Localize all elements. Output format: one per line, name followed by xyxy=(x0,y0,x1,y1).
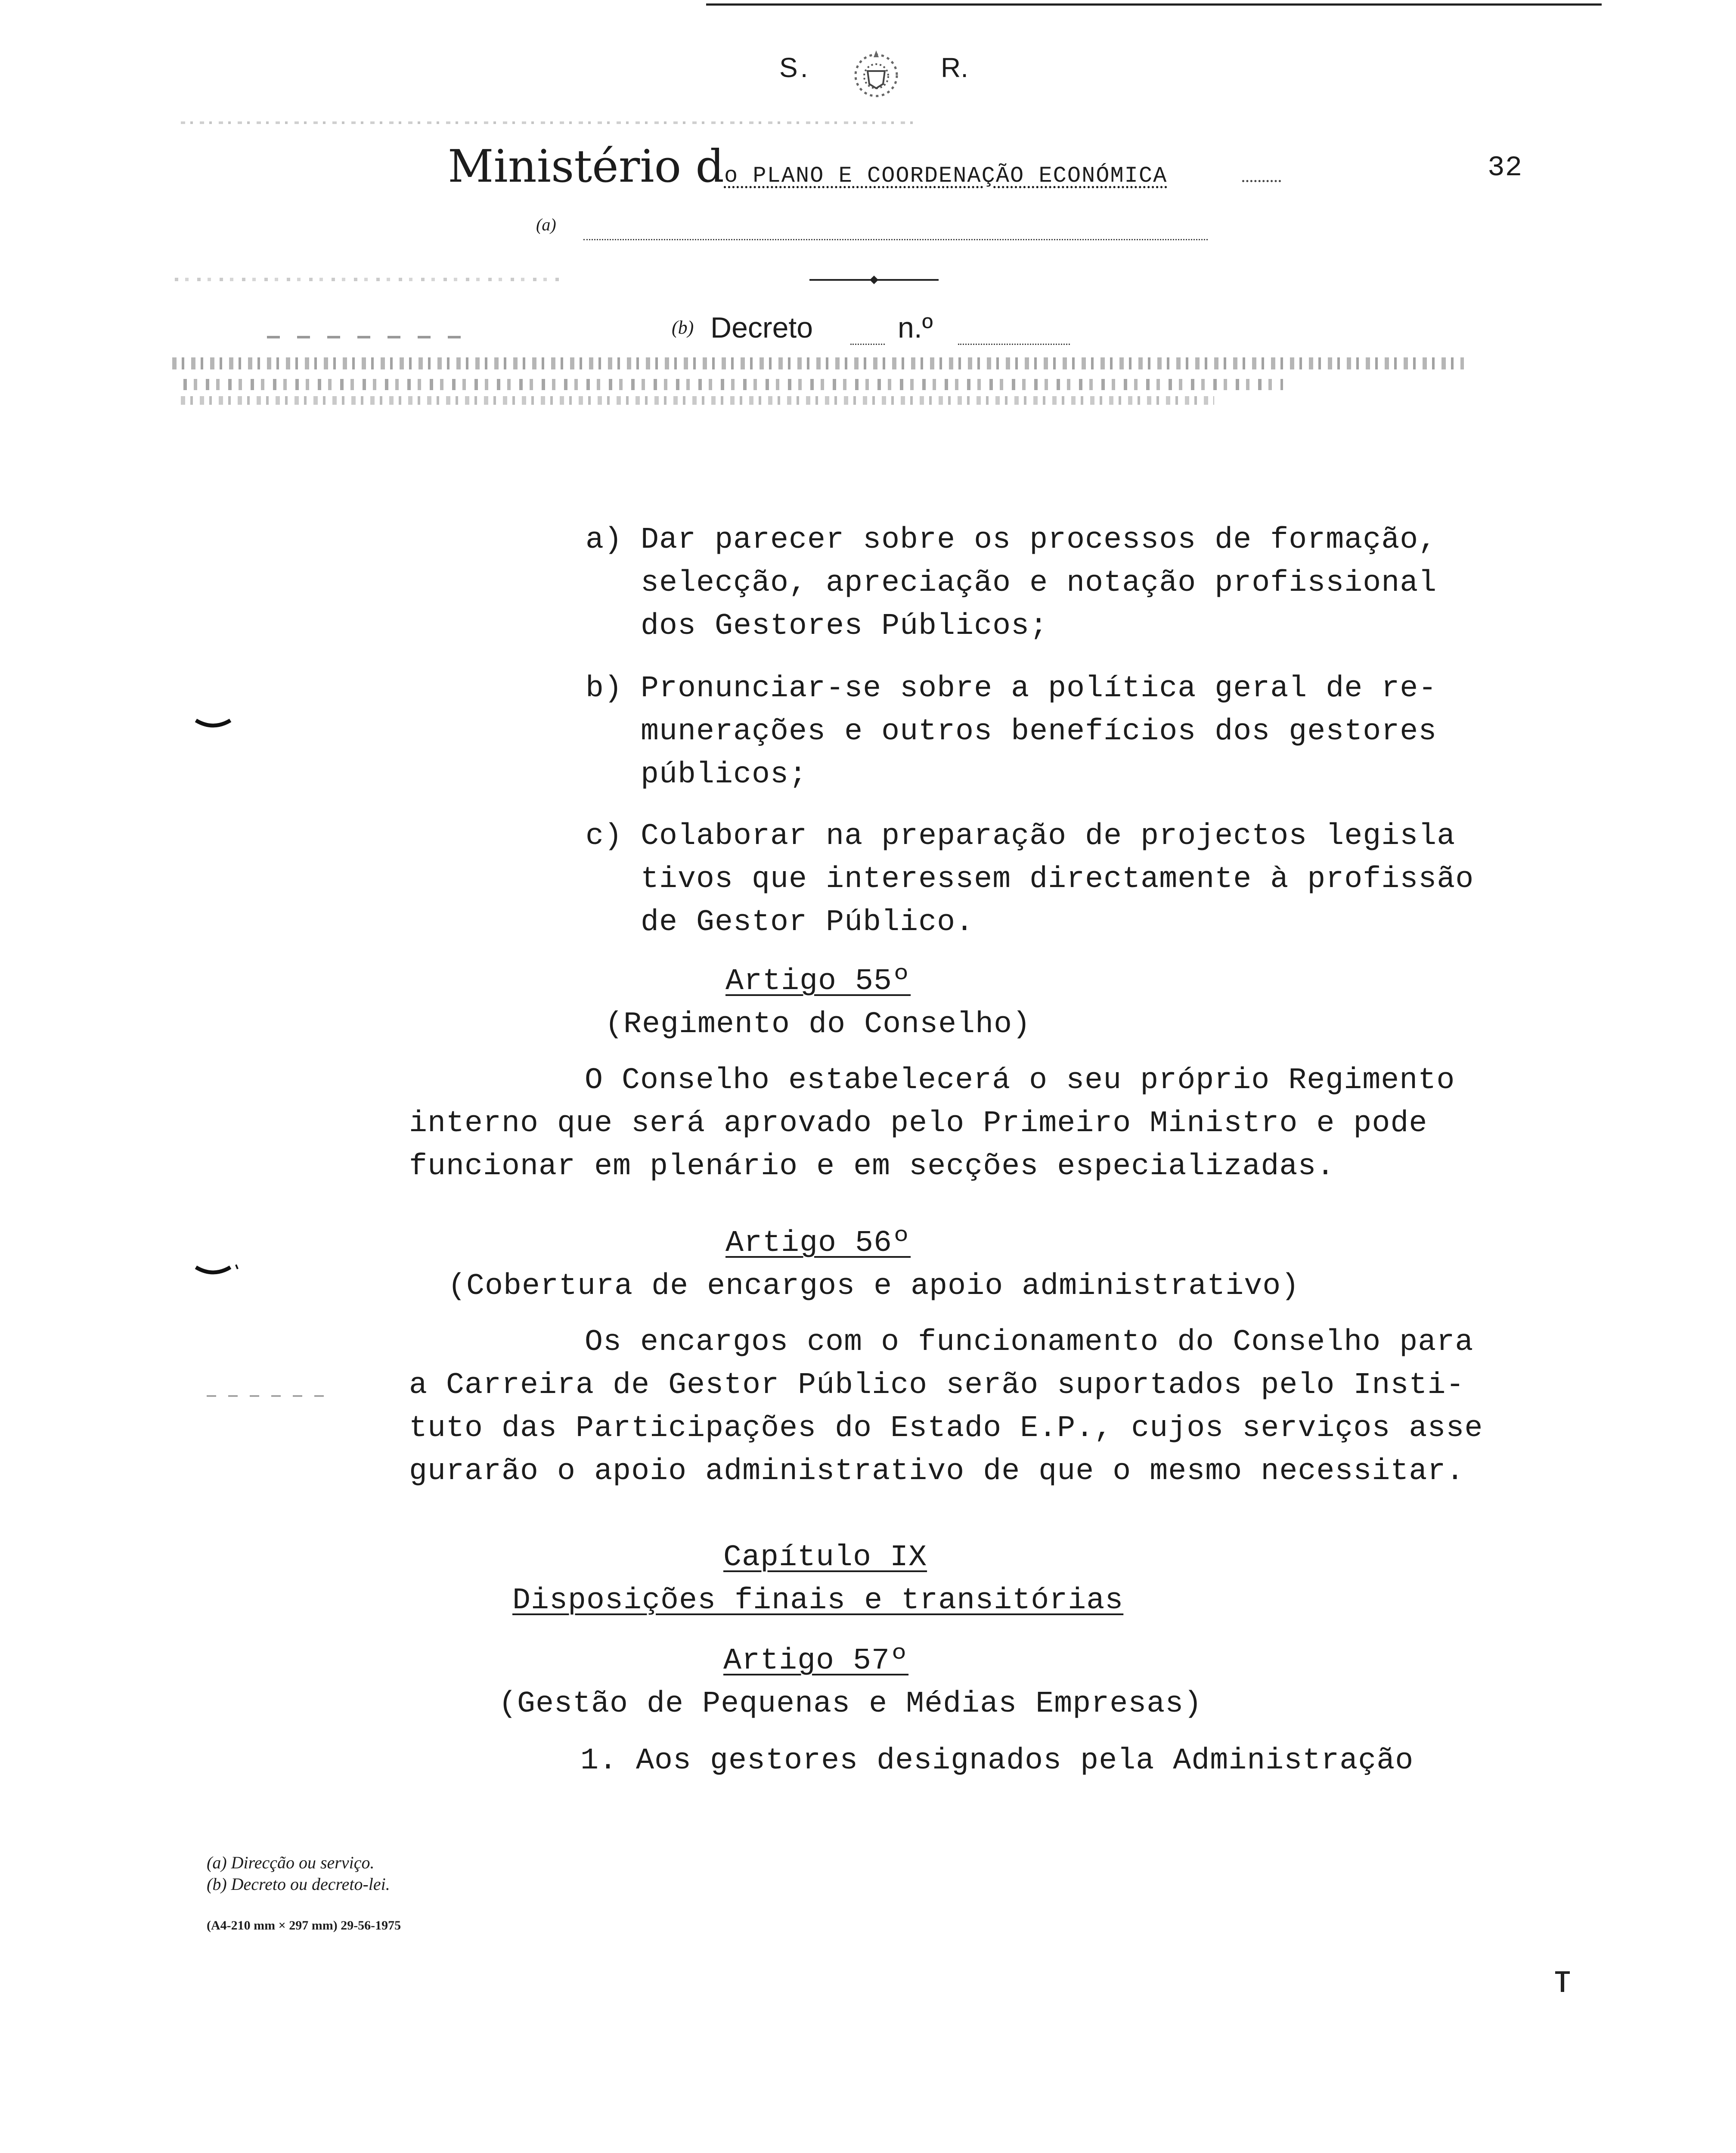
scan-noise-band xyxy=(172,357,1464,369)
article-56-line: a Carreira de Gestor Público serão suportados pelo Insti- xyxy=(409,1368,1465,1402)
field-b-label: (b) xyxy=(672,317,694,338)
article-55-line: funcionar em plenário e em secções especializadas. xyxy=(409,1150,1335,1184)
list-item-line: munerações e outros benefícios dos gestores xyxy=(641,715,1437,749)
article-56-line: gurarão o apoio administrativo de que o mesmo necessitar. xyxy=(409,1455,1465,1489)
field-a-line xyxy=(583,239,1208,240)
list-item-line: de Gestor Público. xyxy=(641,906,974,940)
article-55-subtitle: (Regimento do Conselho) xyxy=(605,1008,1031,1042)
margin-mark xyxy=(194,717,232,730)
decree-label: Decreto xyxy=(710,311,813,344)
number-field xyxy=(958,344,1070,345)
number-label: n.º xyxy=(898,311,933,344)
stray-mark xyxy=(1555,1971,1570,1974)
ornament-divider xyxy=(809,273,939,286)
coat-of-arms-seal xyxy=(842,41,911,110)
article-56-line: tuto das Participações do Estado E.P., cujos serviços asse xyxy=(409,1412,1483,1446)
field-a-label: (a) xyxy=(536,215,556,234)
scan-noise xyxy=(172,278,560,281)
article-56-subtitle: (Cobertura de encargos e apoio administrativo) xyxy=(448,1269,1300,1303)
footnote-b: (b) Decreto ou decreto-lei. xyxy=(207,1874,390,1894)
footnote-a: (a) Direcção ou serviço. xyxy=(207,1853,375,1872)
margin-mark xyxy=(194,1264,241,1277)
list-item-line: dos Gestores Públicos; xyxy=(641,609,1048,643)
ministry-title xyxy=(448,140,1167,192)
article-55-line: O Conselho estabelecerá o seu próprio Regimento xyxy=(585,1064,1455,1098)
scan-noise xyxy=(181,121,913,124)
list-item-line: Colaborar na preparação de projectos legisla xyxy=(641,819,1456,853)
top-rule xyxy=(706,3,1602,6)
list-item-line: selecção, apreciação e notação profissional xyxy=(641,566,1437,600)
list-item-line: Pronunciar-se sobre a política geral de re- xyxy=(641,672,1437,706)
margin-dash xyxy=(207,1395,327,1397)
article-56-title: Artigo 56º xyxy=(725,1226,911,1260)
article-55-title: Artigo 55º xyxy=(725,965,911,999)
scan-noise-band xyxy=(181,379,1283,390)
chapter-subtitle: Disposições finais e transitórias xyxy=(512,1584,1124,1618)
ministry-title-script: Ministério d xyxy=(448,140,724,192)
page-number: 32 xyxy=(1488,152,1523,184)
article-57-line: 1. Aos gestores designados pela Administração xyxy=(580,1744,1414,1778)
chapter-title: Capítulo IX xyxy=(723,1541,927,1575)
list-item-line: Dar parecer sobre os processos de formação, xyxy=(641,523,1437,557)
list-item-label: a) xyxy=(586,523,623,557)
list-item-line: públicos; xyxy=(641,758,808,792)
stray-mark xyxy=(1561,1972,1564,1992)
article-56-line: Os encargos com o funcionamento do Conselho para xyxy=(585,1325,1474,1359)
left-dash-marks xyxy=(267,336,465,338)
emblem-right-letters: R. xyxy=(941,52,968,83)
decree-field xyxy=(850,344,885,345)
list-item-label: b) xyxy=(586,672,623,706)
form-format-code: (A4-210 mm × 297 mm) 29-56-1975 xyxy=(207,1918,401,1933)
scan-noise-band xyxy=(181,396,1214,405)
list-item-line: tivos que interessem directamente à profissão xyxy=(641,862,1474,897)
article-57-subtitle: (Gestão de Pequenas e Médias Empresas) xyxy=(499,1687,1203,1721)
ministry-dotted-tail xyxy=(1242,180,1281,182)
emblem-left-letters: S. xyxy=(779,52,811,83)
ministry-title-name: o PLANO E COORDENAÇÃO ECONÓMICA xyxy=(724,163,1168,189)
article-57-title: Artigo 57º xyxy=(723,1644,909,1678)
article-55-line: interno que será aprovado pelo Primeiro Ministro e pode xyxy=(409,1107,1428,1141)
list-item-label: c) xyxy=(586,819,623,853)
